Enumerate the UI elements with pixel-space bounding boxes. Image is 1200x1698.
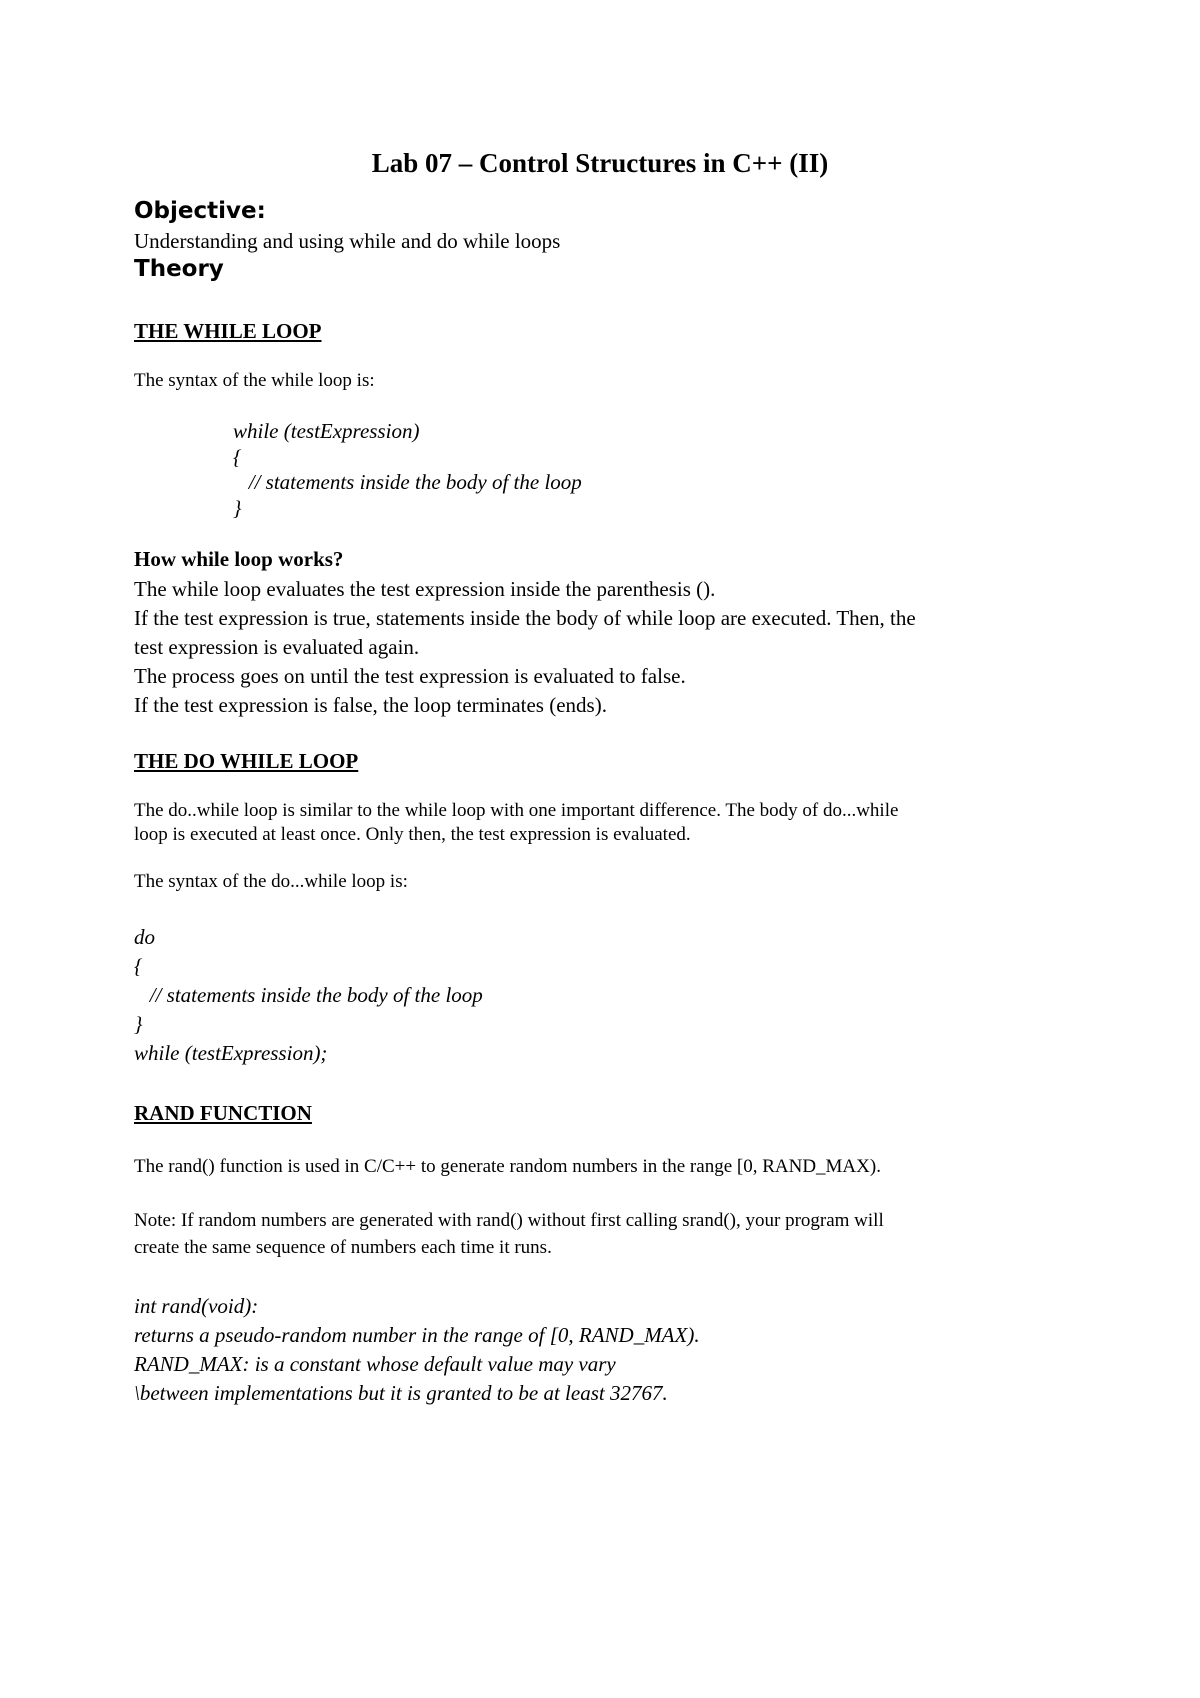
how-while-heading: How while loop works? — [134, 547, 344, 571]
do-while-syntax-intro: The syntax of the do...while loop is: — [134, 871, 408, 892]
do-while-code-line: while (testExpression); — [134, 1041, 328, 1065]
rand-code-line: RAND_MAX: is a constant whose default value may vary — [134, 1352, 616, 1376]
how-while-line: test expression is evaluated again. — [134, 635, 420, 659]
rand-function-heading: RAND FUNCTION — [134, 1101, 312, 1125]
objective-text: Understanding and using while and do while loops — [134, 229, 561, 253]
how-while-line: The while loop evaluates the test expression inside the parenthesis (). — [134, 577, 716, 601]
do-while-desc-line: loop is executed at least once. Only then, the test expression is evaluated. — [134, 824, 691, 845]
objective-heading: Objective: — [134, 198, 266, 224]
rand-code-line: \between implementations but it is granted to be at least 32767. — [134, 1381, 668, 1405]
do-while-heading: THE DO WHILE LOOP — [134, 749, 359, 773]
theory-heading: Theory — [134, 256, 224, 282]
while-syntax-intro: The syntax of the while loop is: — [134, 370, 375, 391]
while-loop-heading: THE WHILE LOOP — [134, 319, 322, 343]
do-while-code-line: do — [134, 925, 155, 949]
while-code-line: while (testExpression) — [233, 419, 420, 443]
while-code-line: { — [233, 445, 242, 469]
while-code-line: // statements inside the body of the loop — [233, 470, 582, 494]
do-while-desc-line: The do..while loop is similar to the while loop with one important difference. The body of do...while — [134, 800, 899, 821]
page-title: Lab 07 – Control Structures in C++ (II) — [371, 148, 829, 178]
do-while-code-line: { — [134, 954, 143, 978]
how-while-line: If the test expression is true, statements inside the body of while loop are executed. Then, the — [134, 606, 916, 630]
while-code-line: } — [233, 496, 242, 520]
rand-note-line: Note: If random numbers are generated with rand() without first calling srand(), your program will — [134, 1210, 884, 1231]
how-while-line: If the test expression is false, the loop terminates (ends). — [134, 693, 607, 717]
how-while-line: The process goes on until the test expression is evaluated to false. — [134, 664, 686, 688]
rand-code-line: returns a pseudo-random number in the range of [0, RAND_MAX). — [134, 1323, 700, 1347]
do-while-code-line: } — [134, 1012, 143, 1036]
do-while-code-line: // statements inside the body of the loop — [134, 983, 483, 1007]
rand-desc: The rand() function is used in C/C++ to generate random numbers in the range [0, RAND_MAX). — [134, 1156, 881, 1177]
rand-code-line: int rand(void): — [134, 1294, 259, 1318]
rand-note-line: create the same sequence of numbers each time it runs. — [134, 1237, 552, 1258]
